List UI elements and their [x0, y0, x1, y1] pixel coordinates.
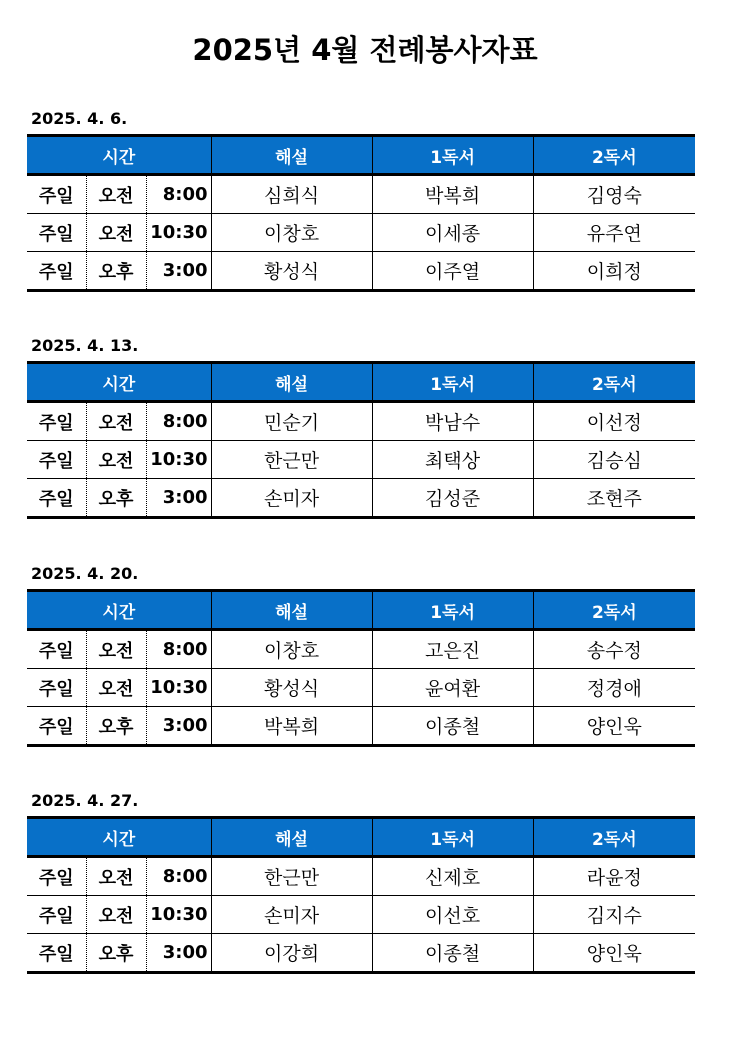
- table-row: [27, 669, 695, 707]
- commentary-cell: 한근만: [211, 441, 372, 479]
- commentary-cell: 박복희: [211, 707, 372, 746]
- table-row: [27, 630, 695, 669]
- table-row: [27, 175, 695, 214]
- table-row: [27, 707, 695, 746]
- schedule-table: [27, 816, 695, 974]
- header-reader2: 2독서: [533, 818, 695, 857]
- ampm-cell: 오전: [86, 214, 146, 252]
- reader1-cell: 신제호: [372, 857, 533, 896]
- header-reader2: 2독서: [533, 363, 695, 402]
- reader2-cell: 이선정: [533, 402, 695, 441]
- ampm-cell: 오전: [86, 669, 146, 707]
- reader1-cell: 박남수: [372, 402, 533, 441]
- ampm-cell: 오후: [86, 252, 146, 291]
- header-reader1: 1독서: [372, 363, 533, 402]
- ampm-cell: 오후: [86, 479, 146, 518]
- header-reader1: 1독서: [372, 136, 533, 175]
- reader2-cell: 이희정: [533, 252, 695, 291]
- reader1-cell: 최택상: [372, 441, 533, 479]
- header-time: 시간: [27, 818, 211, 857]
- reader2-cell: 정경애: [533, 669, 695, 707]
- header-commentary: 해설: [211, 363, 372, 402]
- header-time: 시간: [27, 591, 211, 630]
- reader2-cell: 송수정: [533, 630, 695, 669]
- ampm-cell: 오후: [86, 934, 146, 973]
- day-cell: 주일: [27, 479, 86, 518]
- time-cell: 3:00: [146, 252, 211, 291]
- schedule-section: [27, 790, 695, 974]
- section-date: 2025. 4. 20.: [31, 564, 139, 583]
- commentary-cell: 한근만: [211, 857, 372, 896]
- table-row: [27, 896, 695, 934]
- commentary-cell: 황성식: [211, 669, 372, 707]
- time-cell: 10:30: [146, 214, 211, 252]
- commentary-cell: 손미자: [211, 479, 372, 518]
- reader1-cell: 이주열: [372, 252, 533, 291]
- commentary-cell: 이강희: [211, 934, 372, 973]
- reader2-cell: 유주연: [533, 214, 695, 252]
- section-date: 2025. 4. 13.: [31, 336, 139, 355]
- reader2-cell: 조현주: [533, 479, 695, 518]
- header-commentary: 해설: [211, 591, 372, 630]
- day-cell: 주일: [27, 669, 86, 707]
- section-date: 2025. 4. 27.: [31, 791, 139, 810]
- day-cell: 주일: [27, 175, 86, 214]
- ampm-cell: 오전: [86, 175, 146, 214]
- table-header-row: [27, 818, 695, 857]
- day-cell: 주일: [27, 857, 86, 896]
- header-commentary: 해설: [211, 136, 372, 175]
- section-date: 2025. 4. 6.: [31, 109, 128, 128]
- reader1-cell: 고은진: [372, 630, 533, 669]
- ampm-cell: 오전: [86, 402, 146, 441]
- reader1-cell: 박복희: [372, 175, 533, 214]
- reader1-cell: 이종철: [372, 934, 533, 973]
- table-header-row: [27, 136, 695, 175]
- commentary-cell: 이창호: [211, 630, 372, 669]
- reader2-cell: 양인욱: [533, 707, 695, 746]
- time-cell: 10:30: [146, 896, 211, 934]
- table-header-row: [27, 591, 695, 630]
- ampm-cell: 오전: [86, 630, 146, 669]
- reader1-cell: 이세종: [372, 214, 533, 252]
- reader2-cell: 김지수: [533, 896, 695, 934]
- schedule-table: [27, 589, 695, 747]
- ampm-cell: 오전: [86, 857, 146, 896]
- table-header-row: [27, 363, 695, 402]
- header-reader1: 1독서: [372, 818, 533, 857]
- header-reader1: 1독서: [372, 591, 533, 630]
- ampm-cell: 오전: [86, 441, 146, 479]
- schedule-section: [27, 108, 695, 292]
- schedule-table: [27, 134, 695, 292]
- table-row: [27, 857, 695, 896]
- schedule-section: [27, 563, 695, 747]
- ampm-cell: 오후: [86, 707, 146, 746]
- table-row: [27, 479, 695, 518]
- table-row: [27, 402, 695, 441]
- page-title: 2025년 4월 전례봉사자표: [192, 33, 538, 67]
- time-cell: 3:00: [146, 934, 211, 973]
- commentary-cell: 이창호: [211, 214, 372, 252]
- day-cell: 주일: [27, 214, 86, 252]
- table-row: [27, 441, 695, 479]
- header-time: 시간: [27, 136, 211, 175]
- table-row: [27, 934, 695, 973]
- schedule-section: [27, 335, 695, 519]
- schedule-table: [27, 361, 695, 519]
- ampm-cell: 오전: [86, 896, 146, 934]
- table-row: [27, 214, 695, 252]
- time-cell: 10:30: [146, 669, 211, 707]
- day-cell: 주일: [27, 630, 86, 669]
- reader1-cell: 이선호: [372, 896, 533, 934]
- reader1-cell: 이종철: [372, 707, 533, 746]
- commentary-cell: 심희식: [211, 175, 372, 214]
- commentary-cell: 황성식: [211, 252, 372, 291]
- reader2-cell: 양인욱: [533, 934, 695, 973]
- time-cell: 8:00: [146, 402, 211, 441]
- time-cell: 3:00: [146, 707, 211, 746]
- day-cell: 주일: [27, 441, 86, 479]
- reader2-cell: 라윤정: [533, 857, 695, 896]
- header-time: 시간: [27, 363, 211, 402]
- commentary-cell: 민순기: [211, 402, 372, 441]
- header-reader2: 2독서: [533, 136, 695, 175]
- reader2-cell: 김승심: [533, 441, 695, 479]
- day-cell: 주일: [27, 402, 86, 441]
- time-cell: 3:00: [146, 479, 211, 518]
- header-reader2: 2독서: [533, 591, 695, 630]
- day-cell: 주일: [27, 896, 86, 934]
- reader1-cell: 김성준: [372, 479, 533, 518]
- table-row: [27, 252, 695, 291]
- day-cell: 주일: [27, 252, 86, 291]
- header-commentary: 해설: [211, 818, 372, 857]
- reader1-cell: 윤여환: [372, 669, 533, 707]
- time-cell: 8:00: [146, 175, 211, 214]
- time-cell: 8:00: [146, 857, 211, 896]
- day-cell: 주일: [27, 934, 86, 973]
- time-cell: 8:00: [146, 630, 211, 669]
- commentary-cell: 손미자: [211, 896, 372, 934]
- day-cell: 주일: [27, 707, 86, 746]
- reader2-cell: 김영숙: [533, 175, 695, 214]
- time-cell: 10:30: [146, 441, 211, 479]
